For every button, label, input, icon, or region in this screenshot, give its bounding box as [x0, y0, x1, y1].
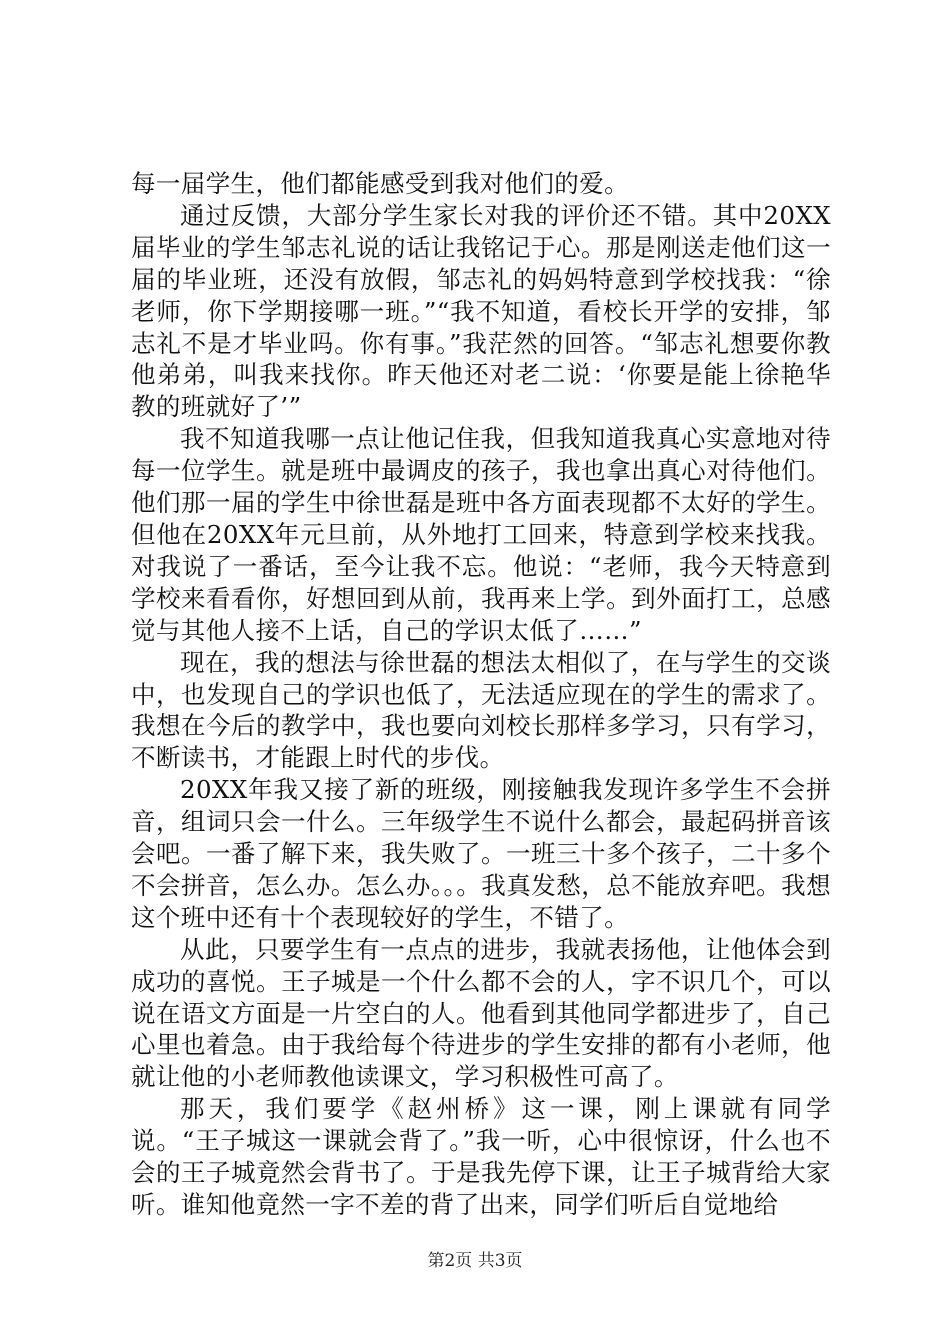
- paragraph: 通过反馈，大部分学生家长对我的评价还不错。其中20XX届毕业的学生邹志礼说的话让我铭记于心。那是刚送走他们这一届的毕业班，还没有放假，邹志礼的妈妈特意到学校找我：“徐老师，你下学期接哪一班。”“我不知道，看校长开学的安排，邹志礼不是才毕业吗。你有事。”我茫然的回答。“邹志礼想要你教他弟弟，叫我来找你。昨天他还对老二说：‘你要是能上徐艳华教的班就好了’”: [131, 200, 831, 422]
- paragraph: 20XX年我又接了新的班级，刚接触我发现许多学生不会拼音，组词只会一什么。三年级学生不说什么都会，最起码拼音该会吧。一番了解下来，我失败了。一班三十多个孩子，二十多个不会拼音，怎么办。怎么办。。。我真发愁，总不能放弃吧。我想这个班中还有十个表现较好的学生，不错了。: [131, 775, 831, 932]
- paragraph: 我不知道我哪一点让他记住我，但我知道我真心实意地对待每一位学生。就是班中最调皮的孩子，我也拿出真心对待他们。他们那一届的学生中徐世磊是班中各方面表现都不太好的学生。但他在20XX年元旦前，从外地打工回来，特意到学校来找我。对我说了一番话，至今让我不忘。他说：“老师，我今天特意到学校来看看你，好想回到从前，我再来上学。到外面打工，总感觉与其他人接不上话，自己的学识太低了……”: [131, 424, 831, 645]
- paragraph-continuation: 每一届学生，他们都能感受到我对他们的爱。: [131, 169, 629, 198]
- paragraph: 从此，只要学生有一点点的进步，我就表扬他，让他体会到成功的喜悦。王子城是一个什么都不会的人，字不识几个，可以说在语文方面是一片空白的人。他看到其他同学都进步了，自己心里也着急。由于我给每个待进步的学生安排的都有小老师，他就让他的小老师教他读课文，学习积极性可高了。: [131, 934, 831, 1092]
- page-footer: [0, 1250, 950, 1272]
- page-number: 第2页 共3页: [427, 1251, 523, 1271]
- paragraph: 现在，我的想法与徐世磊的想法太相似了，在与学生的交谈中，也发现自己的学识也低了，无法适应现在的学生的需求了。我想在今后的教学中，我也要向刘校长那样多学习，只有学习，不断读书，才能跟上时代的步伐。: [131, 647, 831, 773]
- paragraph: 那天，我们要学《赵州桥》这一课，刚上课就有同学说。“王子城这一课就会背了。”我一听，心中很惊讶，什么也不会的王子城竟然会背书了。于是我先停下课，让王子城背给大家听。谁知他竟然一字不差的背了出来，同学们听后自觉地给: [131, 1094, 831, 1219]
- body-text: [131, 168, 831, 1221]
